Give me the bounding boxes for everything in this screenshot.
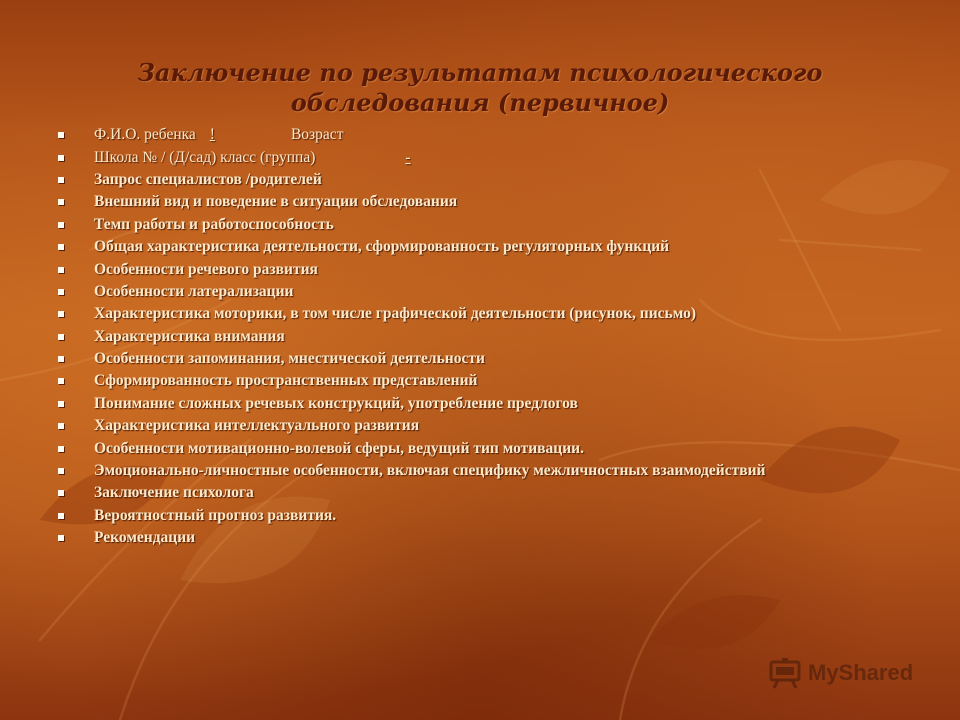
bullet-square-icon xyxy=(58,199,64,205)
list-item xyxy=(58,393,918,415)
bullet-square-icon xyxy=(58,401,64,407)
list-item xyxy=(58,214,918,236)
list-item-text: Сформированность пространственных представлений xyxy=(94,372,478,390)
bullet-square-icon xyxy=(58,356,64,362)
list-item xyxy=(58,169,918,191)
list-item-text: Запрос специалистов /родителей xyxy=(94,170,322,188)
list-item-text: Вероятностный прогноз развития. xyxy=(94,506,337,524)
list-item xyxy=(58,415,918,437)
school-class-label: Школа № / (Д/сад) класс (группа) xyxy=(94,148,316,166)
bullet-square-icon xyxy=(58,177,64,183)
title-line-1: Заключение по результатам психологического xyxy=(137,58,823,87)
list-item-text: Внешний вид и поведение в ситуации обследования xyxy=(94,193,458,211)
child-name-label: Ф.И.О. ребенка xyxy=(94,126,196,144)
bullet-square-icon xyxy=(58,222,64,228)
list-item xyxy=(58,236,918,258)
bullet-square-icon xyxy=(58,244,64,250)
list-item-text: Особенности латерализации xyxy=(94,282,294,300)
list-item-text: Темп работы и работоспособность xyxy=(94,215,334,233)
list-item xyxy=(58,326,918,348)
list-item-text: Характеристика интеллектуального развития xyxy=(94,417,420,435)
bullet-square-icon xyxy=(58,289,64,295)
school-mark: - xyxy=(405,148,411,166)
list-item-text: Особенности речевого развития xyxy=(94,260,318,278)
bullet-square-icon xyxy=(58,311,64,317)
bullet-square-icon xyxy=(58,155,64,161)
bullet-square-icon xyxy=(58,490,64,496)
list-item-text: Рекомендации xyxy=(94,529,196,547)
bullet-square-icon xyxy=(58,378,64,384)
list-item-name-age xyxy=(58,124,918,146)
title-line-2: обследования (первичное) xyxy=(290,88,670,117)
list-item xyxy=(58,482,918,504)
list-item xyxy=(58,191,918,213)
list-item-text: Общая характеристика деятельности, сформированность регуляторных функций xyxy=(94,238,670,256)
age-label: Возраст xyxy=(290,126,344,144)
list-item xyxy=(58,303,918,325)
bullet-square-icon xyxy=(58,468,64,474)
name-mark: ! xyxy=(209,126,215,144)
bullet-square-icon xyxy=(58,513,64,519)
list-item-text: Эмоционально-личностные особенности, включая специфику межличностных взаимодействий xyxy=(94,462,766,480)
list-item-text: Особенности мотивационно-волевой сферы, ведущий тип мотивации. xyxy=(94,439,584,457)
list-item xyxy=(58,281,918,303)
watermark-text: MyShared xyxy=(808,660,914,685)
bullet-square-icon xyxy=(58,446,64,452)
list-item-text: Характеристика моторики, в том числе графической деятельности (рисунок, письмо) xyxy=(94,305,697,323)
list-item xyxy=(58,460,918,482)
list-item-school xyxy=(58,146,918,168)
bullet-square-icon xyxy=(58,535,64,541)
list-item xyxy=(58,505,918,527)
list-item xyxy=(58,527,918,549)
list-item-text: Понимание сложных речевых конструкций, употребление предлогов xyxy=(94,394,578,412)
list-item xyxy=(58,437,918,459)
bullet-square-icon xyxy=(58,423,64,429)
list-item-text xyxy=(94,149,411,167)
list-item-text: Заключение психолога xyxy=(94,484,254,502)
bullet-square-icon xyxy=(58,334,64,340)
presentation-board-icon xyxy=(768,656,802,690)
list-item-text: Особенности запоминания, мнестической деятельности xyxy=(94,350,485,368)
list-item-text xyxy=(94,126,343,144)
bullet-square-icon xyxy=(58,132,64,138)
slide-title xyxy=(100,58,860,118)
list-item-text: Характеристика внимания xyxy=(94,327,285,345)
bullet-square-icon xyxy=(58,267,64,273)
list-item xyxy=(58,348,918,370)
watermark xyxy=(768,656,913,690)
list-item xyxy=(58,258,918,280)
list-item xyxy=(58,370,918,392)
topic-list xyxy=(58,124,918,549)
